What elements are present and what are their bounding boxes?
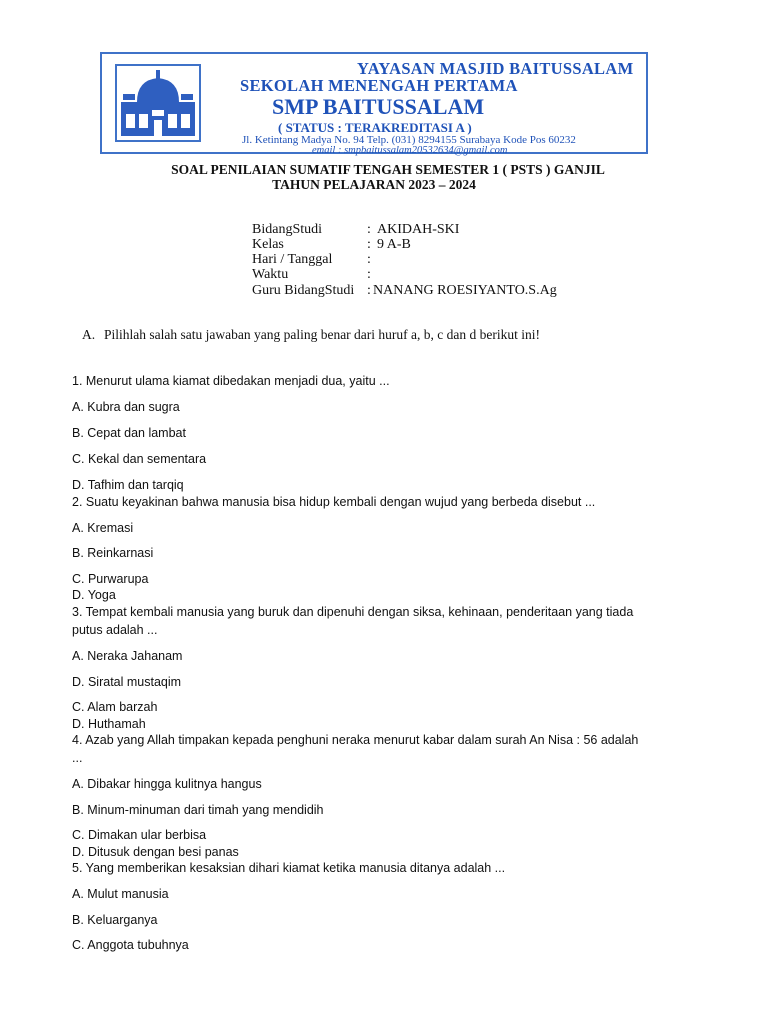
question-4: 4. Azab yang Allah timpakan kepada penghuni neraka menurut kabar dalam surah An Nisa : 56 adalah <box>72 733 639 747</box>
question-1: 1. Menurut ulama kiamat dibedakan menjadi dua, yaitu ... <box>72 374 390 388</box>
option-3a: A. Neraka Jahanam <box>72 649 183 663</box>
option-4b: B. Minum-minuman dari timah yang mendidih <box>72 803 324 817</box>
meta-value: NANANG ROESIYANTO.S.Ag <box>373 283 557 298</box>
option-5c: C. Anggota tubuhnya <box>72 938 189 952</box>
option-5a: A. Mulut manusia <box>72 887 169 901</box>
meta-label: Guru BidangStudi <box>252 283 355 298</box>
meta-colon: : <box>367 283 371 298</box>
option-5b: B. Keluarganya <box>72 913 158 927</box>
question-4-continued: ... <box>72 751 83 765</box>
section-instruction-text: Pilihlah salah satu jawaban yang paling benar dari huruf a, b, c dan d berikut ini! <box>104 327 540 342</box>
option-2a: A. Kremasi <box>72 521 134 535</box>
question-3-continued: putus adalah ... <box>72 623 158 637</box>
meta-value: 9 A-B <box>377 237 411 252</box>
meta-label: Hari / Tanggal <box>252 252 333 267</box>
accreditation-status: ( STATUS : TERAKREDITASI A ) <box>278 120 472 135</box>
meta-colon: : <box>367 267 371 282</box>
option-4a: A. Dibakar hingga kulitnya hangus <box>72 777 262 791</box>
option-2b: B. Reinkarnasi <box>72 546 154 560</box>
meta-colon: : <box>367 222 371 237</box>
meta-label: Kelas <box>252 237 284 252</box>
section-letter: A. <box>82 327 96 342</box>
meta-colon: : <box>367 252 371 267</box>
school-name: SMP BAITUSSALAM <box>272 94 485 119</box>
question-2: 2. Suatu keyakinan bahwa manusia bisa hidup kembali dengan wujud yang berbeda disebut ... <box>72 495 596 509</box>
meta-colon: : <box>367 237 371 252</box>
school-address: Jl. Ketintang Madya No. 94 Telp. (031) 8294155 Surabaya Kode Pos 60232 <box>242 134 576 146</box>
option-3b: D. Siratal mustaqim <box>72 675 182 689</box>
meta-label: BidangStudi <box>252 222 323 237</box>
option-1d: D. Tafhim dan tarqiq <box>72 478 184 492</box>
school-email: email : smpbaitussalam20532634@gmail.com <box>312 145 508 156</box>
foundation-name: YAYASAN MASJID BAITUSSALAM <box>357 59 634 78</box>
option-4d: D. Ditusuk dengan besi panas <box>72 845 239 859</box>
letterhead <box>100 52 648 154</box>
meta-value: AKIDAH-SKI <box>377 222 460 237</box>
option-3d: D. Huthamah <box>72 717 146 731</box>
question-5: 5. Yang memberikan kesaksian dihari kiamat ketika manusia ditanya adalah ... <box>72 861 506 875</box>
option-1b: B. Cepat dan lambat <box>72 426 186 440</box>
meta-label: Waktu <box>252 267 289 282</box>
option-1c: C. Kekal dan sementara <box>72 452 207 466</box>
option-2d: D. Yoga <box>72 588 116 602</box>
exam-year: TAHUN PELAJARAN 2023 – 2024 <box>272 177 476 192</box>
exam-title: SOAL PENILAIAN SUMATIF TENGAH SEMESTER 1 ( PSTS ) GANJIL <box>171 162 605 177</box>
mosque-logo <box>115 64 201 142</box>
option-2c: C. Purwarupa <box>72 572 149 586</box>
question-3: 3. Tempat kembali manusia yang buruk dan dipenuhi dengan siksa, kehinaan, penderitaan yang tiada <box>72 605 634 619</box>
school-level: SEKOLAH MENENGAH PERTAMA <box>240 76 518 95</box>
option-3c: C. Alam barzah <box>72 700 158 714</box>
option-4c: C. Dimakan ular berbisa <box>72 828 207 842</box>
option-1a: A. Kubra dan sugra <box>72 400 180 414</box>
